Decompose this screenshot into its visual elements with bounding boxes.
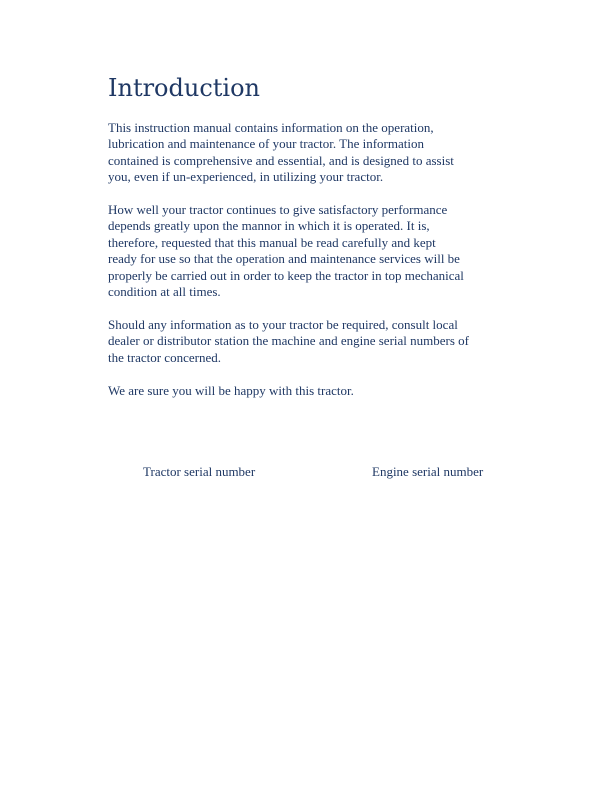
paragraph-line: therefore, requested that this manual be read carefully and kept xyxy=(108,234,436,250)
paragraph-line: contained is comprehensive and essential, and is designed to assist xyxy=(108,152,454,168)
page-title: Introduction xyxy=(108,74,260,102)
paragraph-line: dealer or distributor station the machine and engine serial numbers of xyxy=(108,333,469,349)
paragraph-line: lubrication and maintenance of your tractor. The information xyxy=(108,136,424,152)
engine-serial-label: Engine serial number xyxy=(372,464,484,479)
paragraph-line: you, even if un-experienced, in utilizing your tractor. xyxy=(108,169,384,185)
paragraph-line: We are sure you will be happy with this tractor. xyxy=(108,383,354,398)
paragraph-line: ready for use so that the operation and maintenance services will be xyxy=(108,251,460,267)
paragraph-line: depends greatly upon the mannor in which it is operated. It is, xyxy=(108,218,430,234)
paragraph-line: Should any information as to your tractor be required, consult local xyxy=(108,317,458,332)
paragraph-intro xyxy=(108,120,548,186)
paragraph-line: How well your tractor continues to give satisfactory performance xyxy=(108,202,448,217)
paragraph-closing xyxy=(108,383,548,399)
paragraph-line: condition at all times. xyxy=(108,284,221,300)
paragraph-line: This instruction manual contains information on the operation, xyxy=(108,120,434,135)
paragraph-contact xyxy=(108,317,548,366)
tractor-serial-label: Tractor serial number xyxy=(143,464,256,479)
paragraph-line: the tractor concerned. xyxy=(108,349,221,365)
paragraph-performance xyxy=(108,202,548,300)
paragraph-line: properly be carried out in order to keep the tractor in top mechanical xyxy=(108,267,464,283)
